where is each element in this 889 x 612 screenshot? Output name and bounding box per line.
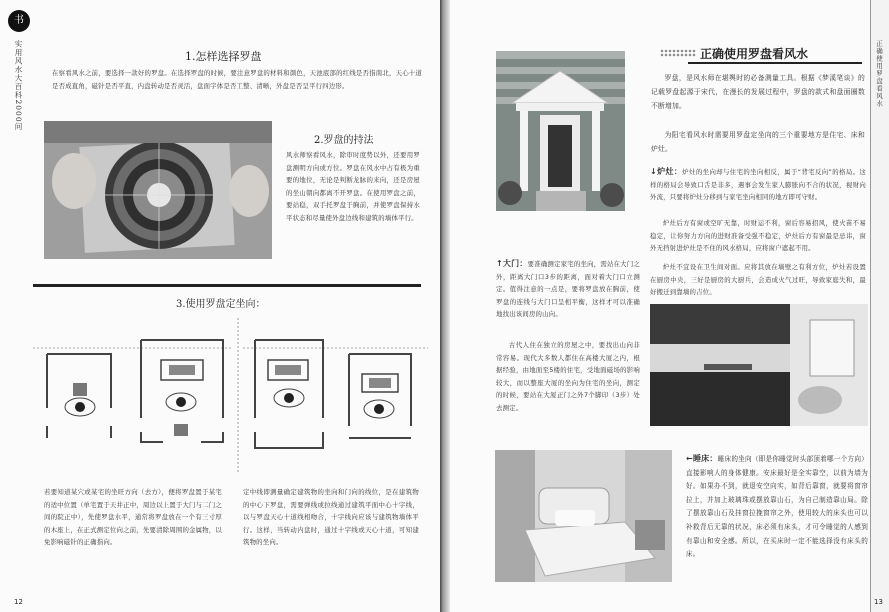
section2-body: 风水师察看风水，除审时度势以外，还要用罗盘测明方向或方位。罗盘在风水中占有极为重要的地位，无论是判断龙脉的来向，还是房屋的坐山朝向都离不开罗盘。在使用罗盘之前，要站稳，双手托罗盘于胸前，并使罗盘保持水平状态和尽量使外盘边线和建筑的墙体平行。 (286, 151, 420, 222)
stove-label: ↓炉灶： (650, 167, 683, 176)
door-paragraph-2: 古代人住在独立的房屋之中，要找出山向非常容易。现代大多数人都住在高楼大厦之内，根据经验，由地面至5楼的住宅，受地面磁场的影响较大，而以整座大厦的坐向为住宅的坐向，测定的时候，要站在大厦正门之外7个脚印（3步）处去测定。 (496, 341, 640, 412)
logo-label: 书 (14, 15, 24, 26)
right-side-title: 正确使用罗盘看风水 (875, 40, 883, 108)
intro-paragraph-2: 为阳宅看风水时需要用罗盘定坐向的三个重要地方是住宅、床和炉灶。 (651, 131, 865, 153)
bedroom-photo (495, 450, 672, 582)
right-heading: 正确使用罗盘看风水 (700, 47, 809, 61)
section3-left-column: 若要知道某穴或某宅的坐旺方向（去方），便将罗盘置于某宅的适中位置（单宅置于天井正中，周边以上置于大门与二门之间的院正中），先使罗盘水平，通常将罗盘放在一个有三寸厚的木座上，在正式测定位向之前，先要清除周围的金属物，以免影响磁针的正确指向。 (44, 488, 222, 547)
heading-dots (660, 49, 696, 57)
section-divider (33, 284, 421, 287)
house-entrance-photo (496, 51, 625, 211)
book-gutter (440, 0, 450, 612)
section3-right-column: 定中线即测量确定建筑物的坐向和门向的线位，是在建筑物的中心下罗盘，需要弹线或拉线通过建筑平面中心十字线，以与罗盘天心十道线相吻合，十字线向应该与建筑物墙体平行。这样，当转动内盘时，通过十字线或天心十道，可知建筑物的坐向。 (243, 488, 419, 547)
stove-paragraph-2: 炉灶后方有窗或空旷无靠，时财运不利，窗后容易招风，使火苗不易稳定，让你努力方向的进财准备受强不稳定，炉灶后方有窗最是忌讳，窗外无挡射进炉灶是不住的风水格局，应将窗户遮起不用。 (650, 219, 866, 253)
book-logo (8, 10, 30, 32)
bed-text: 睡床的坐向（即是你睡觉时头部顶着哪一个方向）直接影响人的身体健康。安床最好是全实靠空，以前为墙为好。如果办不到，就退安空向实，如背后靠窗，就要将窗帘拉上，并加上玻璃珠或摆放靠山石，为自己制造靠山局。除了摆放靠山石及挂窗拉挽窗帘之外，使用较大的床头也可以补救背后无靠的状况，床必须有床头，才可令睡觉的人感到有靠山和安全感。所以，在买床时一定不能选择没有床头的床。 (686, 455, 868, 559)
door-paragraph (496, 258, 640, 321)
stove-text: 炉灶的坐向却与住宅的坐向相反，属于“背宅反向”的格局。这样的格局会导致口舌是非多，遇事会发生家人膨胀向不合的状况，视财向外流，只要将炉灶分移到与家宅坐向相同的地方即可守财。 (650, 168, 866, 202)
intro-paragraph-1: 罗盘，是风水师在堪舆时的必备测量工具。根据《梦溪笔谈》的记载罗盘起源于宋代，在漫长的发展过程中，罗盘的款式和盘面圈数不断增加。 (651, 74, 865, 110)
right-page-number: 13 (874, 598, 883, 606)
bed-paragraph (686, 452, 868, 562)
section2-title: 2.罗盘的持法 (314, 135, 374, 146)
stove-paragraph (650, 166, 866, 204)
section1-body: 在察看风水之前，要选择一款好的罗盘。在选择罗盘的时候，要注意罗盘的材料和颜色，天池底部的红线是否指南北，天心十道是否成直角，磁针是否平直，内盘转动是否灵活，盘面字体是否工整、清晰，外盘是否呈平行四边形。 (52, 69, 422, 90)
bed-label: ←睡床： (686, 454, 718, 463)
heading-underline (688, 62, 862, 64)
right-page (450, 0, 889, 612)
left-side-title: 实用风水大百科2000问 (14, 40, 23, 132)
left-page-number: 12 (14, 598, 23, 606)
kitchen-photo (650, 304, 868, 426)
house-diagram-group (33, 318, 428, 474)
section1-title: 1.怎样选择罗盘 (185, 50, 262, 63)
stove-paragraph-3: 炉灶不宜设在卫生间对面。应将其放在墙壁之有利方位，炉灶若设置在厨房中央，三好是厨房的大厨兵，会造成火气过旺，导致家庭失和，最好搬迁到靠墙的吉位。 (650, 263, 866, 297)
door-label: ↑大门： (496, 259, 528, 268)
left-page (0, 0, 440, 612)
section3-title: 3.使用罗盘定坐向： (176, 299, 266, 310)
compass-photo (44, 121, 272, 259)
door-text: 要准确测定家宅的坐向，需站在大门之外，距离大门口3步的距离，面对着大门口立测定。值得注意的一点是，要将罗盘放在胸前，使罗盘的连线与大门口呈相平衡，这样才可以准确地找出该间房的山向。 (496, 260, 640, 319)
